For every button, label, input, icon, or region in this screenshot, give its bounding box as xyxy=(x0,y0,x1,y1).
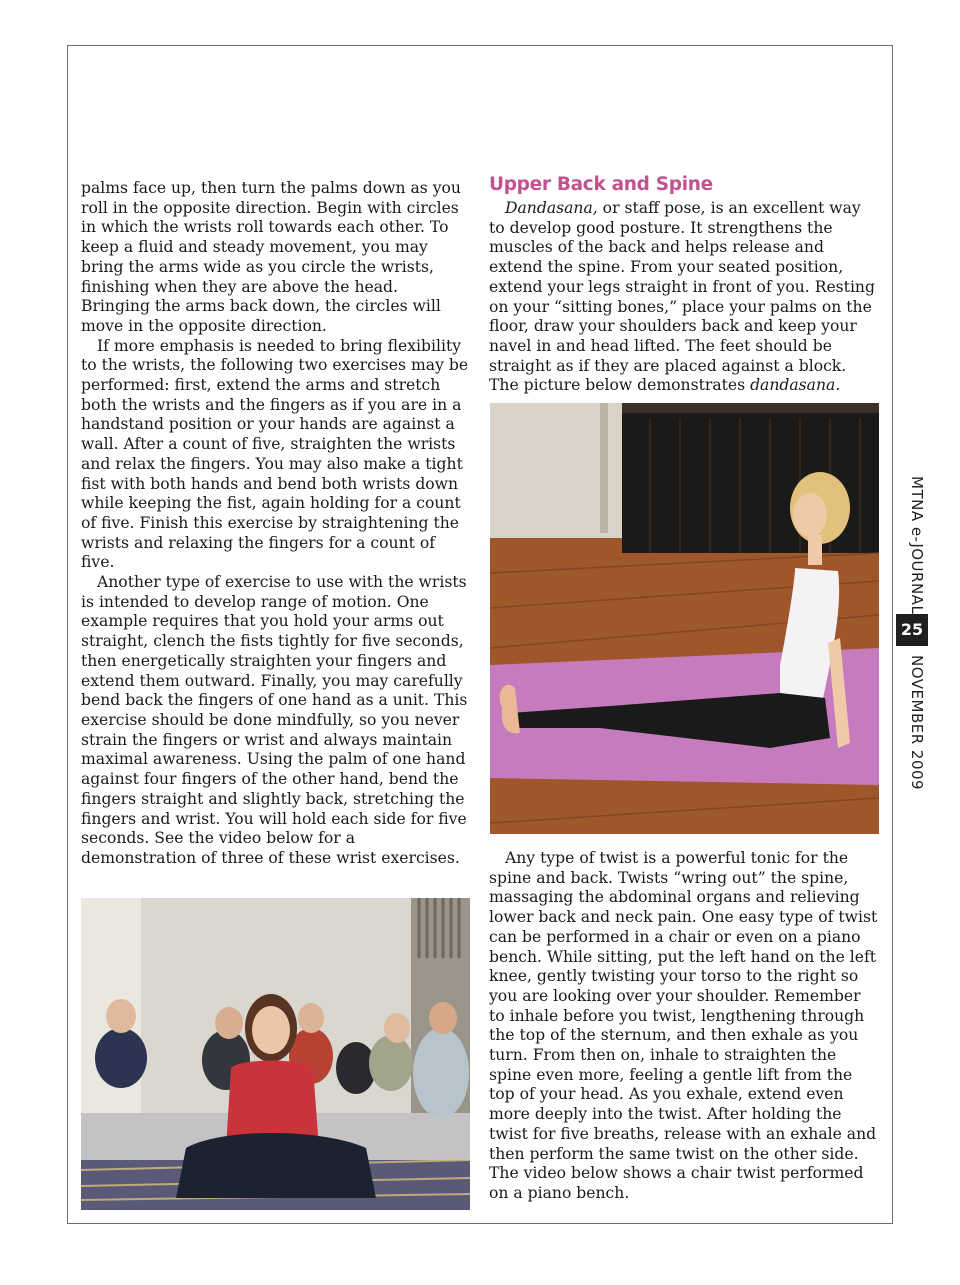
term-dandasana-end: dandasana. xyxy=(750,376,841,395)
page-number: 25 xyxy=(896,614,928,646)
right-column-lower xyxy=(489,849,879,1204)
paragraph-dandasana xyxy=(489,199,879,396)
staff-pose-photo xyxy=(490,403,879,834)
paragraph-twist: Any type of twist is a powerful tonic for the spine and back. Twists “wring out” the spine, massaging the abdominal organs and relieving lower back and neck pain. One easy type of twist can be performed in a chair or even on a piano bench. While sitting, put the left hand on the left knee, gently twisting your torso to the right so you are looking over your shoulder. Remember to inhale before you twist, lengthening through the top of the sternum, and then exhale as you turn. From then on, inhale to straighten the spine even more, feeling a gentle lift from the top of your head. As you exhale, extend even more deeply into the twist. After holding the twist for five breaths, release with an exhale and then perform the same twist on the other side. The video below shows a chair twist performed on a piano bench. xyxy=(489,849,878,1202)
dandasana-description: or staff pose, is an excellent way to develop good posture. It strengthens the muscles of the back and helps release and extend the spine. From your seated position, extend your legs straight in front of you. Resting on your “sitting bones,” place your palms on the floor, draw your shoulders back and keep your navel in and head lifted. The feet should be straight as if they are placed against a block. The picture below demonstrates xyxy=(489,199,875,395)
wrist-exercise-video[interactable] xyxy=(81,898,470,1210)
paragraph-wrist-flexibility: If more emphasis is needed to bring flexibility to the wrists, the following two exercises may be performed: first, extend the arms and stretch both the wrists and the fingers as if you are in a handstand position or your hands are against a wall. After a count of five, straighten the wrists and relax the fingers. You may also make a tight fist with both hands and bend both wrists down while keeping the fist, again holding for a count of five. Finish this exercise by straightening the wrists and relaxing the fingers for a count of five. xyxy=(81,336,469,572)
right-column xyxy=(489,172,879,396)
issue-date: NOVEMBER 2009 xyxy=(908,655,926,791)
paragraph-wrist-circles: palms face up, then turn the palms down as you roll in the opposite direction. Begin with circles in which the wrists roll towards each other. To keep a fluid and steady movement, you may bring the arms wide as you circle the wrists, finishing when they are above the head. Bringing the arms back down, the circles will move in the opposite direction. xyxy=(81,179,461,335)
paragraph-range-of-motion: Another type of exercise to use with the wrists is intended to develop range of motion. One example requires that you hold your arms out straight, clench the fists tightly for five seconds, then energetically straighten your fingers and extend them outward. Finally, you may carefully bend back the fingers of one hand as a unit. This exercise should be done mindfully, so you never strain the fingers or wrist and always maintain maximal awareness. Using the palm of one hand against four fingers of the other hand, bend the fingers straight and slightly back, stretching the fingers and wrist. You will hold each side for five seconds. See the video below for a demonstration of three of these wrist exercises. xyxy=(81,573,468,867)
journal-name: MTNA e-JOURNAL xyxy=(908,476,926,615)
term-dandasana: Dandasana, xyxy=(505,199,598,217)
section-heading: Upper Back and Spine xyxy=(489,174,713,195)
left-column xyxy=(81,179,469,869)
